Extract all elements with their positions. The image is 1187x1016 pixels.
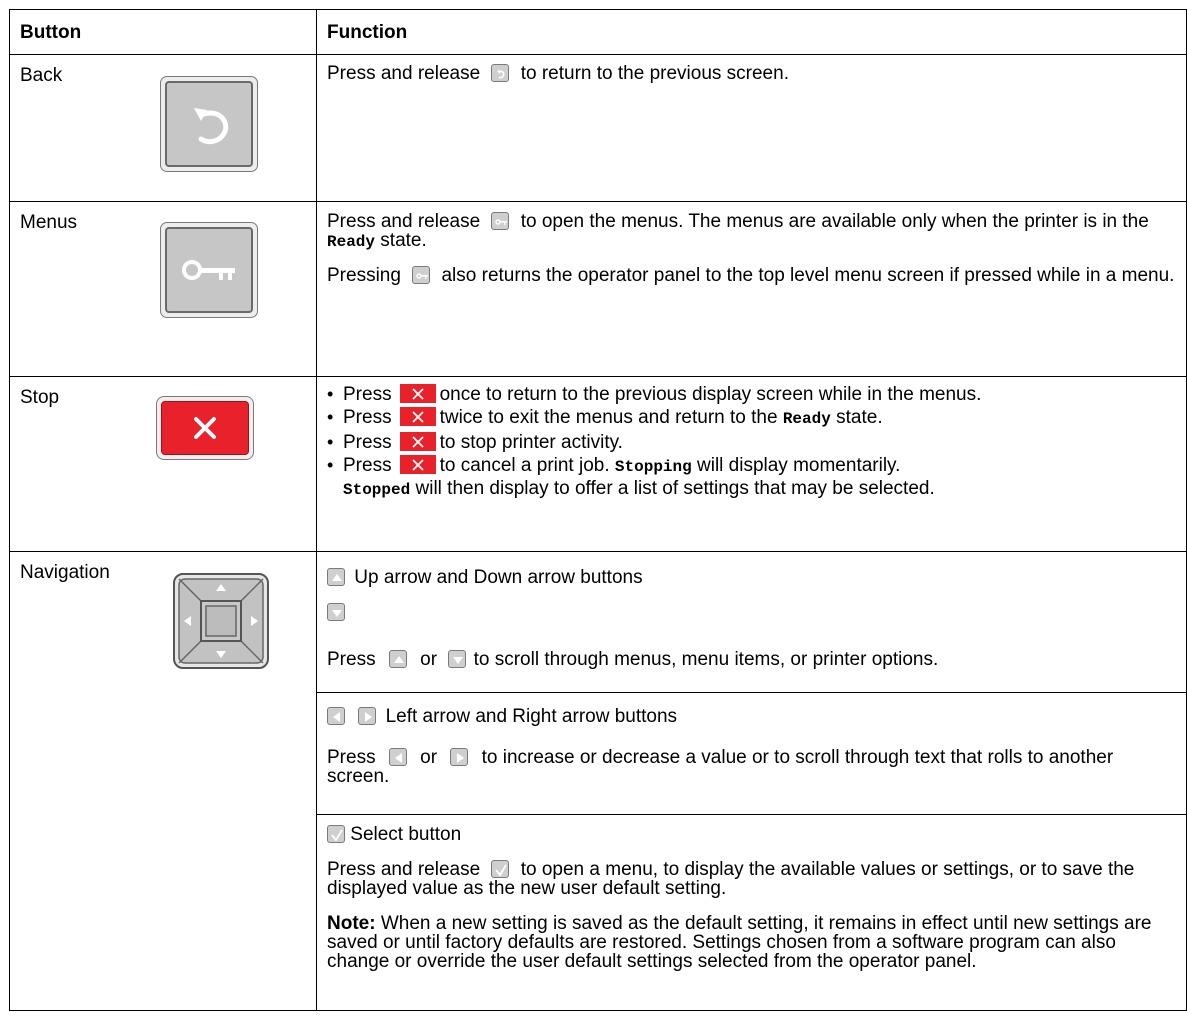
- table-row-navigation-updown: [10, 552, 1187, 693]
- up-arrow-icon: [327, 568, 345, 586]
- left-arrow-icon: [389, 748, 407, 766]
- button-cell-menus: [10, 202, 317, 377]
- back-arrow-icon: [161, 77, 257, 171]
- button-name-stop: Stop: [20, 387, 60, 408]
- navigation-pad-picture: [172, 572, 270, 670]
- menu-button-picture: [160, 222, 258, 318]
- button-cell-back: [10, 55, 317, 202]
- navigation-pad-icon: [172, 572, 270, 670]
- stop-x-icon: [157, 397, 253, 459]
- button-function-table: [9, 9, 1187, 1011]
- list-item: • Press once to return to the previous display screen while in the menus.: [317, 383, 1177, 406]
- list-item: • Press to cancel a print job. Stopping will display momentarily. Stopped will then display to offer a list of settings that may be selected.: [317, 454, 1177, 500]
- stop-x-icon: [400, 455, 436, 474]
- header-button: Button: [10, 10, 317, 55]
- stop-x-icon: [400, 407, 436, 426]
- note-text: When a new setting is saved as the default setting, it remains in effect until new settings are saved or until factory defaults are restored. Settings chosen from a software program can also change or override the user default settings selected from the operator panel.: [327, 913, 1152, 972]
- function-cell-select: Select button Press and release to open a menu, to display the available values or settings, or to save the displayed value as the new user default setting. Note: When a new setting is saved as the default setting, it remains in effect until new settings are saved or until factory defaults are restored. Settings chosen from a software program can also change or override the user default settings selected from the operator panel.: [317, 815, 1187, 1011]
- right-arrow-icon: [358, 707, 376, 725]
- function-cell-stop: [317, 377, 1187, 552]
- down-arrow-icon: [327, 603, 345, 621]
- button-name-menus: Menus: [20, 212, 78, 233]
- function-cell-updown: Up arrow and Down arrow buttons Press or to scroll through menus, menu items, or printer options.: [317, 552, 1187, 693]
- function-cell-leftright: Left arrow and Right arrow buttons Press or to increase or decrease a value or to scroll through text that rolls to another screen.: [317, 693, 1187, 815]
- checkmark-icon: [327, 825, 345, 843]
- table-header-row: [10, 10, 1187, 55]
- button-cell-navigation: [10, 552, 317, 1011]
- button-name-navigation: Navigation: [20, 562, 110, 583]
- list-item: • Press twice to exit the menus and return to the Ready state.: [317, 406, 1177, 431]
- key-icon: [491, 212, 509, 230]
- checkmark-icon: [491, 860, 509, 878]
- table-row-menus: [10, 202, 1187, 377]
- key-icon: [161, 223, 257, 317]
- right-arrow-icon: [450, 748, 468, 766]
- stop-x-icon: [400, 384, 436, 403]
- stop-button-picture: [156, 396, 254, 460]
- up-arrow-icon: [389, 650, 407, 668]
- left-arrow-icon: [327, 707, 345, 725]
- back-button-picture: [160, 76, 258, 172]
- function-cell-back: Press and release to return to the previous screen.: [317, 55, 1187, 202]
- table-row-stop: [10, 377, 1187, 552]
- back-arrow-icon: [491, 64, 509, 82]
- function-cell-menus: Press and release to open the menus. The menus are available only when the printer is in the Ready state. Pressing also returns the operator panel to the top level menu screen if pressed while in a menu.: [317, 202, 1187, 377]
- header-function: Function: [317, 10, 1187, 55]
- button-cell-stop: [10, 377, 317, 552]
- stop-instructions-list: [317, 383, 1177, 500]
- note-label: Note:: [327, 913, 376, 934]
- button-name-back: Back: [20, 65, 63, 86]
- list-item: • Press to stop printer activity.: [317, 431, 1177, 454]
- down-arrow-icon: [448, 650, 466, 668]
- table-row-back: [10, 55, 1187, 202]
- key-icon: [412, 266, 430, 284]
- stop-x-icon: [400, 432, 436, 451]
